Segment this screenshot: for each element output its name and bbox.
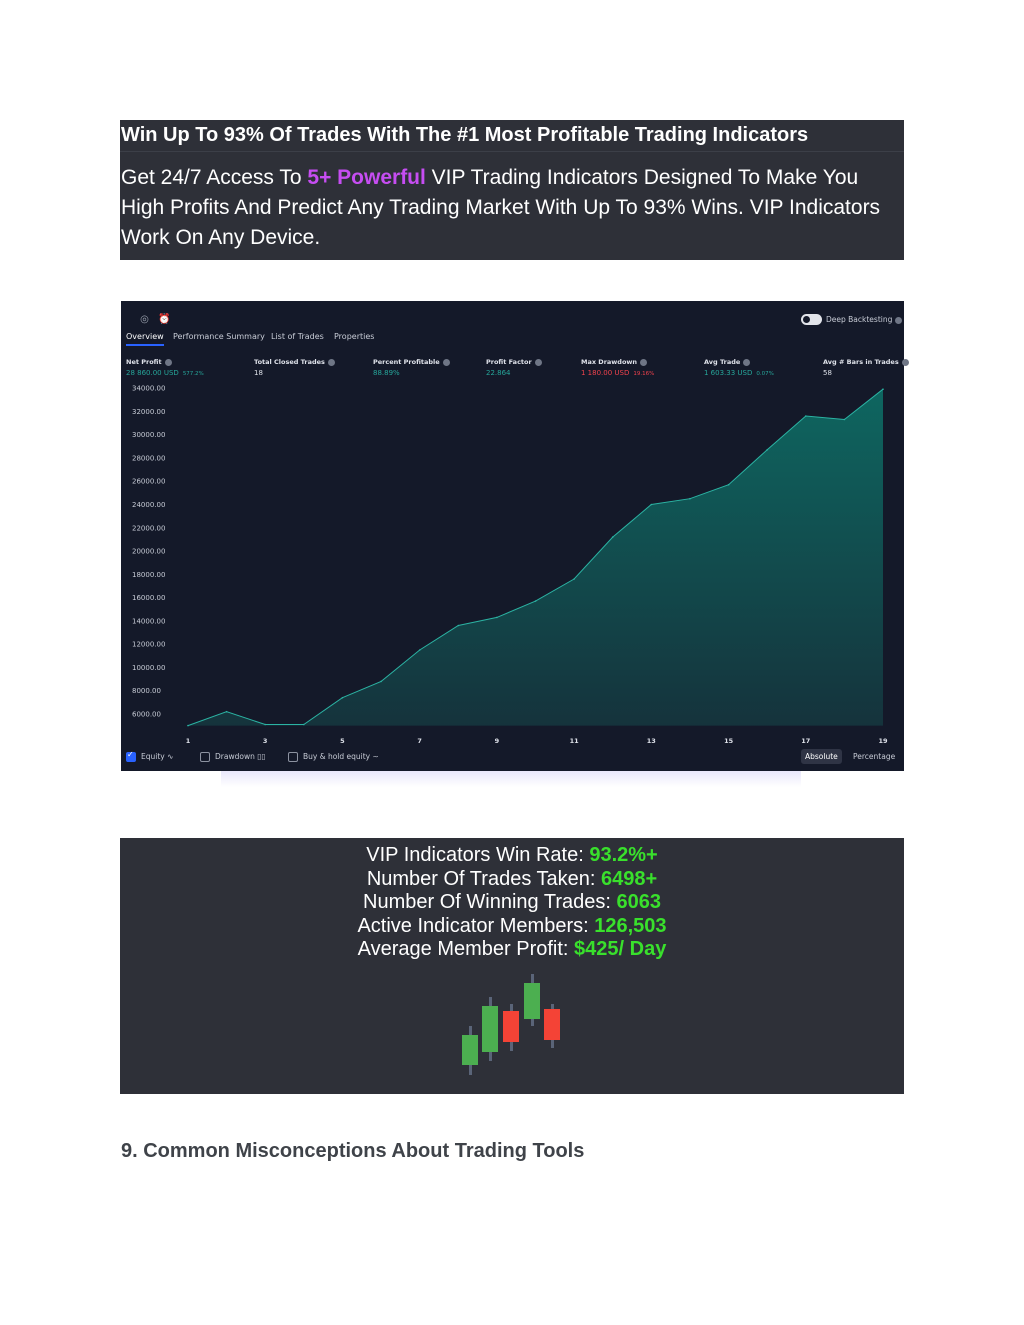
y-tick-label: 28000.00	[132, 454, 166, 463]
x-tick-label: 11	[569, 737, 579, 745]
y-tick-label: 16000.00	[132, 594, 166, 603]
y-tick-label: 18000.00	[132, 570, 166, 579]
x-tick-label: 1	[185, 737, 191, 745]
hero-body-end: VIP Trading Indicators Designed To Make You High Profits And Predict Any Trading Market With Up To 93% Wins. VIP Indicators Work On Any Device.	[121, 166, 881, 249]
x-tick-label: 7	[417, 737, 422, 745]
tab-performance-summary[interactable]: Performance Summary	[173, 332, 265, 341]
stat-line-active-members: Active Indicator Members: 126,503	[357, 914, 667, 937]
equity-point	[419, 649, 421, 651]
equity-point	[535, 600, 537, 602]
x-tick-label: 13	[646, 737, 656, 745]
x-tick-label: 3	[262, 737, 268, 745]
bar-chart-icon: ▯▯	[257, 752, 266, 761]
candle-1	[462, 1026, 478, 1075]
equity-point	[651, 504, 653, 506]
y-tick-label: 20000.00	[132, 547, 166, 556]
equity-point	[380, 681, 382, 683]
equity-point	[342, 697, 344, 699]
equity-point	[264, 724, 266, 726]
screenshot-glow	[221, 771, 801, 787]
absolute-button[interactable]: Absolute	[801, 749, 842, 764]
equity-point	[766, 449, 768, 451]
x-tick-label: 9	[494, 737, 500, 745]
candle-2	[482, 997, 498, 1061]
equity-point	[187, 725, 189, 727]
legend-equity[interactable]: ✓Equity ∿	[126, 752, 173, 762]
checkbox-icon[interactable]	[288, 752, 298, 762]
checkbox-icon[interactable]	[200, 752, 210, 762]
equity-point	[805, 415, 807, 417]
settings-icon[interactable]: ◎	[140, 314, 149, 325]
stat-net-profit: Net Profit 28 860.00 USD 577.2%	[126, 358, 204, 377]
tab-list-of-trades[interactable]: List of Trades	[271, 332, 324, 341]
equity-point	[226, 711, 228, 713]
stat-avg-trade: Avg Trade 1 603.33 USD 0.07%	[704, 358, 774, 377]
trend-line-icon: ∼	[372, 752, 379, 761]
x-tick-label: 17	[801, 737, 811, 745]
stat-line-win-rate: VIP Indicators Win Rate: 93.2%+	[366, 844, 658, 866]
y-tick-label: 32000.00	[132, 407, 166, 416]
y-tick-label: 14000.00	[132, 617, 166, 626]
alarm-icon[interactable]: ⏰	[158, 314, 171, 325]
percentage-button[interactable]: Percentage	[853, 752, 896, 761]
checkbox-checked-icon[interactable]	[126, 752, 136, 762]
y-tick-label: 12000.00	[132, 640, 166, 649]
hero-body	[120, 152, 904, 253]
equity-point	[844, 419, 846, 421]
candle-4	[524, 974, 540, 1026]
equity-point	[882, 388, 884, 390]
equity-point	[458, 625, 460, 627]
candle-5	[544, 1004, 560, 1048]
equity-point	[303, 724, 305, 726]
section-heading: 9. Common Misconceptions About Trading Tools	[121, 1140, 585, 1162]
tab-overview[interactable]: Overview	[126, 332, 164, 346]
hero-banner	[120, 120, 904, 260]
hero-highlight: 5+ Powerful	[307, 166, 426, 189]
y-tick-label: 8000.00	[132, 687, 161, 696]
candlestick-icon	[120, 838, 904, 1094]
deep-backtesting-label: Deep Backtesting	[826, 315, 902, 324]
legend-buy-hold[interactable]: Buy & hold equity ∼	[288, 752, 379, 762]
stat-line-trades-taken: Number Of Trades Taken: 6498+	[366, 867, 658, 890]
stats-panel	[120, 838, 904, 1094]
stat-line-member-profit: Average Member Profit: $425/ Day	[357, 938, 667, 960]
equity-point	[573, 578, 575, 580]
stat-avg-bars-in-trades: Avg # Bars in Trades 58	[823, 358, 909, 377]
y-tick-label: 26000.00	[132, 477, 166, 486]
x-tick-label: 19	[878, 737, 888, 745]
equity-point	[689, 498, 691, 500]
equity-chart	[121, 301, 904, 771]
stat-total-closed-trades: Total Closed Trades 18	[254, 358, 335, 377]
stat-line-winning-trades: Number Of Winning Trades: 6063	[363, 891, 661, 913]
tab-properties[interactable]: Properties	[334, 332, 375, 341]
stat-profit-factor: Profit Factor 22.864	[486, 358, 542, 377]
y-tick-label: 10000.00	[132, 663, 166, 672]
equity-point	[612, 536, 614, 538]
equity-line-icon: ∿	[167, 752, 174, 761]
y-tick-label: 30000.00	[132, 431, 166, 440]
hero-title: Win Up To 93% Of Trades With The #1 Most Profitable Trading Indicators	[121, 124, 809, 146]
y-tick-label: 24000.00	[132, 501, 166, 509]
stat-percent-profitable: Percent Profitable 88.89%	[373, 358, 450, 377]
equity-point	[496, 617, 498, 619]
strategy-tester-screenshot	[121, 301, 904, 771]
equity-point	[728, 484, 730, 486]
candle-3	[503, 1004, 519, 1051]
y-tick-label: 22000.00	[132, 524, 166, 533]
y-tick-label: 6000.00	[132, 710, 161, 719]
x-tick-label: 5	[340, 737, 345, 745]
x-tick-label: 15	[724, 737, 734, 745]
y-tick-label: 34000.00	[132, 384, 166, 393]
hero-body-start: Get 24/7 Access To	[121, 166, 308, 189]
stat-max-drawdown: Max Drawdown 1 180.00 USD 19.16%	[581, 358, 655, 377]
legend-drawdown[interactable]: Drawdown ▯▯	[200, 752, 265, 762]
